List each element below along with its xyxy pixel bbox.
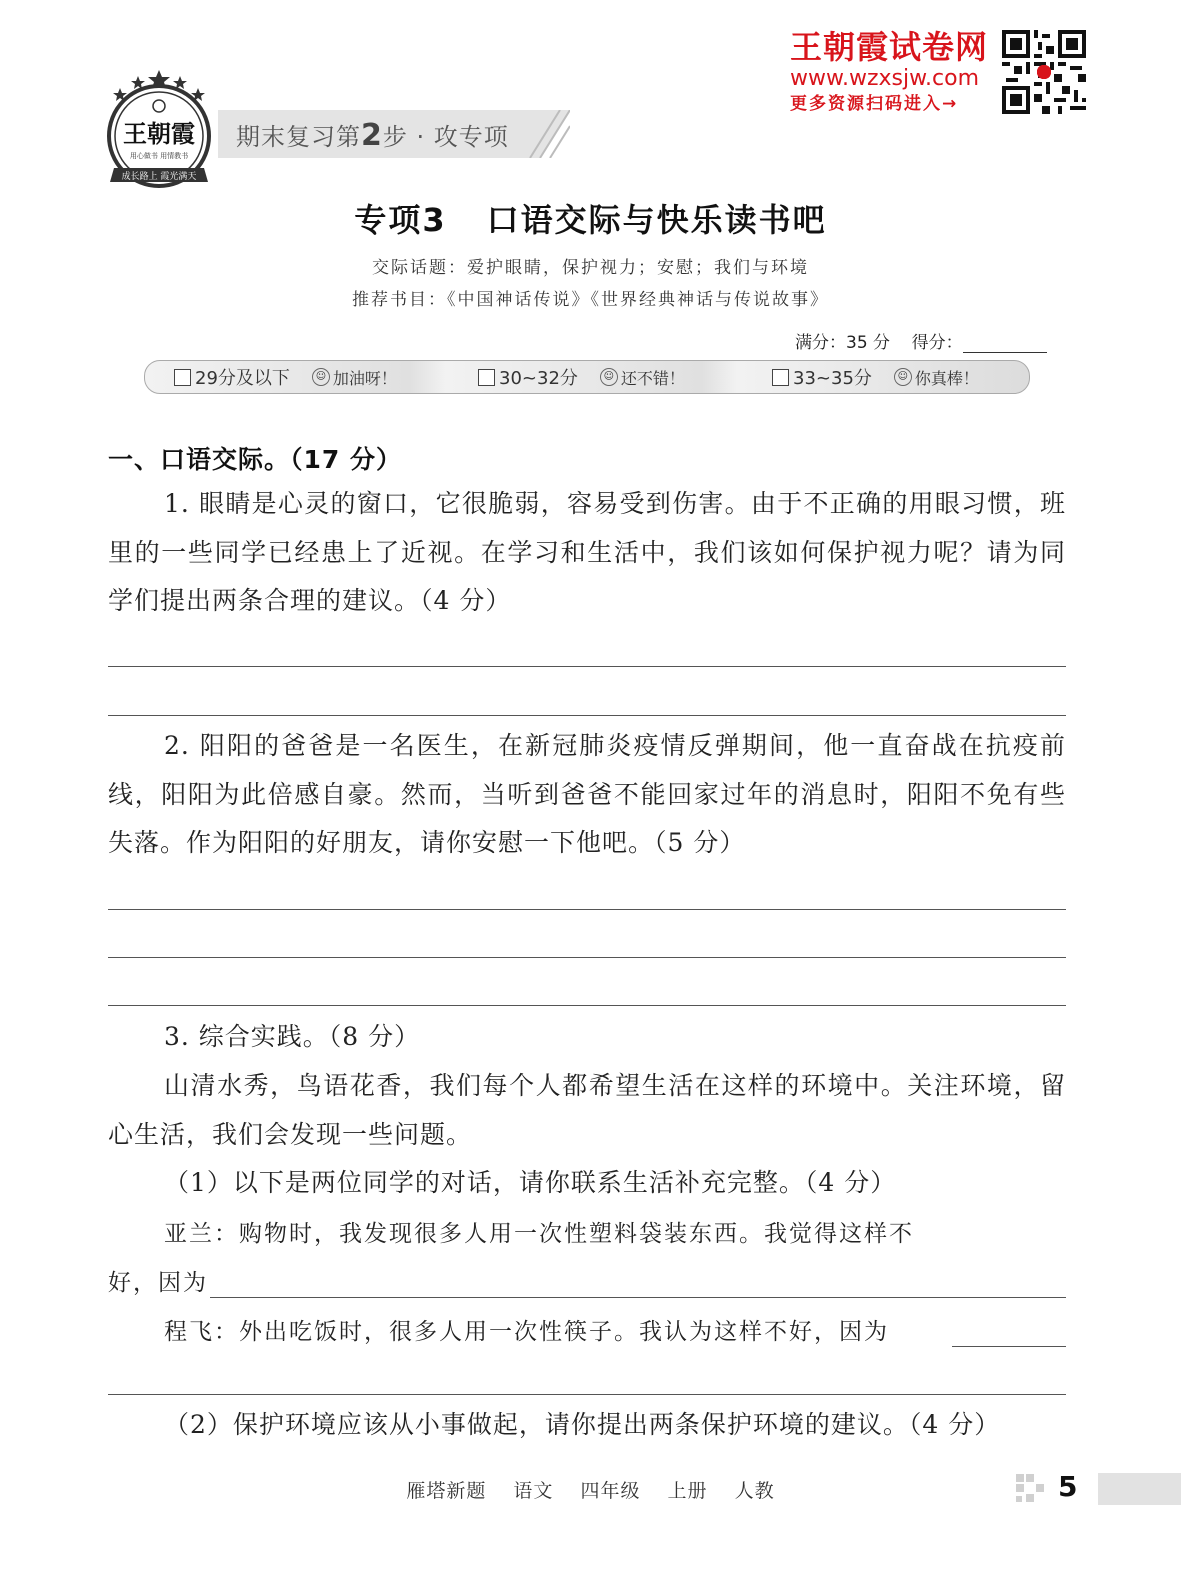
- question-2: 2. 阳阳的爸爸是一名医生，在新冠肺炎疫情反弹期间，他一直奋战在抗疫前线，阳阳为此倍感自豪。然而，当听到爸爸不能回家过年的消息时，阳阳不免有些失落。作为阳阳的好朋友，请你安慰一下他吧。（5 分）: [108, 731, 1066, 857]
- grade-cheer-high: 你真棒！: [914, 368, 979, 388]
- banner-suffix: 步 · 攻专项: [382, 123, 509, 151]
- question-3-intro: 山清水秀，鸟语花香，我们每个人都希望生活在这样的环境中。关注环境，留心生活，我们会发现一些问题。: [108, 1071, 1066, 1149]
- grade-checkbox-high[interactable]: [772, 369, 789, 386]
- answer-line-chengfei-1[interactable]: [952, 1346, 1066, 1347]
- footer-series: 雁塔新题: [406, 1480, 487, 1502]
- grade-item-mid: [478, 364, 685, 390]
- full-score: 满分：35 分: [795, 333, 891, 353]
- question-3-2: （2）保护环境应该从小事做起，请你提出两条保护环境的建议。（4 分）: [164, 1410, 1001, 1439]
- qr-code-icon[interactable]: [1002, 30, 1086, 114]
- title-text: 口语交际与快乐读书吧: [486, 201, 827, 239]
- page-title: [0, 195, 1181, 241]
- books-line: 推荐书目：《中国神话传说》《世界经典神话与传说故事》: [352, 290, 829, 310]
- dialog-chengfei: 程飞：外出吃饭时，很多人用一次性筷子。我认为这样不好，因为: [164, 1319, 889, 1345]
- grade-range-low: 29分及以下: [195, 368, 290, 389]
- footer-grade: 四年级: [580, 1480, 641, 1502]
- topics-line: 交际话题：爱护眼睛，保护视力；安慰；我们与环境: [372, 258, 809, 278]
- answer-line-yalan[interactable]: [210, 1297, 1066, 1298]
- smiley-face-icon: ☺: [312, 368, 330, 386]
- answer-line-q1-2[interactable]: [108, 715, 1066, 716]
- page-number: 5: [1058, 1470, 1078, 1503]
- smiley-face-icon: ☺: [600, 368, 618, 386]
- score-label: 得分：: [911, 333, 963, 353]
- answer-line-chengfei-2[interactable]: [108, 1394, 1066, 1395]
- grade-cheer-low: 加油呀！: [332, 368, 397, 388]
- score-line: [795, 328, 1047, 353]
- seal-name: 王朝霞: [123, 120, 195, 148]
- footer-info: [0, 1476, 1181, 1503]
- answer-line-q1-1[interactable]: [108, 666, 1066, 667]
- grade-cheer-mid: 还不错！: [620, 368, 685, 388]
- page-number-bar: [1098, 1473, 1181, 1505]
- answer-line-q2-2[interactable]: [108, 957, 1066, 958]
- step-banner: [236, 117, 509, 153]
- grade-checkbox-mid[interactable]: [478, 369, 495, 386]
- seal-motto: 用心做书 用情教书: [129, 152, 189, 160]
- footer-edition: 人教: [734, 1480, 775, 1502]
- seal-ribbon: 成长路上 霞光满天: [121, 172, 197, 182]
- page-corner-decoration: [1016, 1474, 1056, 1506]
- brand-url[interactable]: www.wzxsjw.com: [790, 66, 980, 91]
- banner-prefix: 期末复习第: [236, 123, 361, 151]
- question-3-title: 3. 综合实践。（8 分）: [164, 1022, 421, 1051]
- banner-step: 2: [361, 118, 383, 153]
- grade-range-high: 33~35分: [793, 368, 872, 389]
- brand-tip: 更多资源扫码进入→: [790, 94, 959, 114]
- footer-subject: 语文: [513, 1480, 554, 1502]
- dialog-yalan-line2: 好，因为: [108, 1270, 208, 1296]
- answer-line-q2-3[interactable]: [108, 1005, 1066, 1006]
- question-3-1: （1）以下是两位同学的对话，请你联系生活补充完整。（4 分）: [164, 1168, 897, 1197]
- answer-line-q2-1[interactable]: [108, 909, 1066, 910]
- smiley-face-icon: ☺: [894, 368, 912, 386]
- dialog-yalan-line1: 亚兰：购物时，我发现很多人用一次性塑料袋装东西。我觉得这样不: [164, 1221, 914, 1247]
- brand-block: [790, 28, 1000, 116]
- question-1: 1. 眼睛是心灵的窗口，它很脆弱，容易受到伤害。由于不正确的用眼习惯，班里的一些同学已经患上了近视。在学习和生活中，我们该如何保护视力呢？请为同学们提出两条合理的建议。（4 分）: [108, 489, 1066, 615]
- wangzhaoxia-seal-logo: [100, 68, 218, 192]
- grade-item-low: [174, 364, 397, 390]
- grade-checkbox-low[interactable]: [174, 369, 191, 386]
- brand-name: 王朝霞试卷网: [790, 28, 989, 66]
- title-label: 专项3: [354, 201, 447, 239]
- grade-range-mid: 30~32分: [499, 368, 578, 389]
- grade-item-high: [772, 364, 979, 390]
- score-field[interactable]: [963, 334, 1047, 353]
- section-heading: 一、口语交际。（17 分）: [108, 445, 402, 474]
- footer-volume: 上册: [667, 1480, 708, 1502]
